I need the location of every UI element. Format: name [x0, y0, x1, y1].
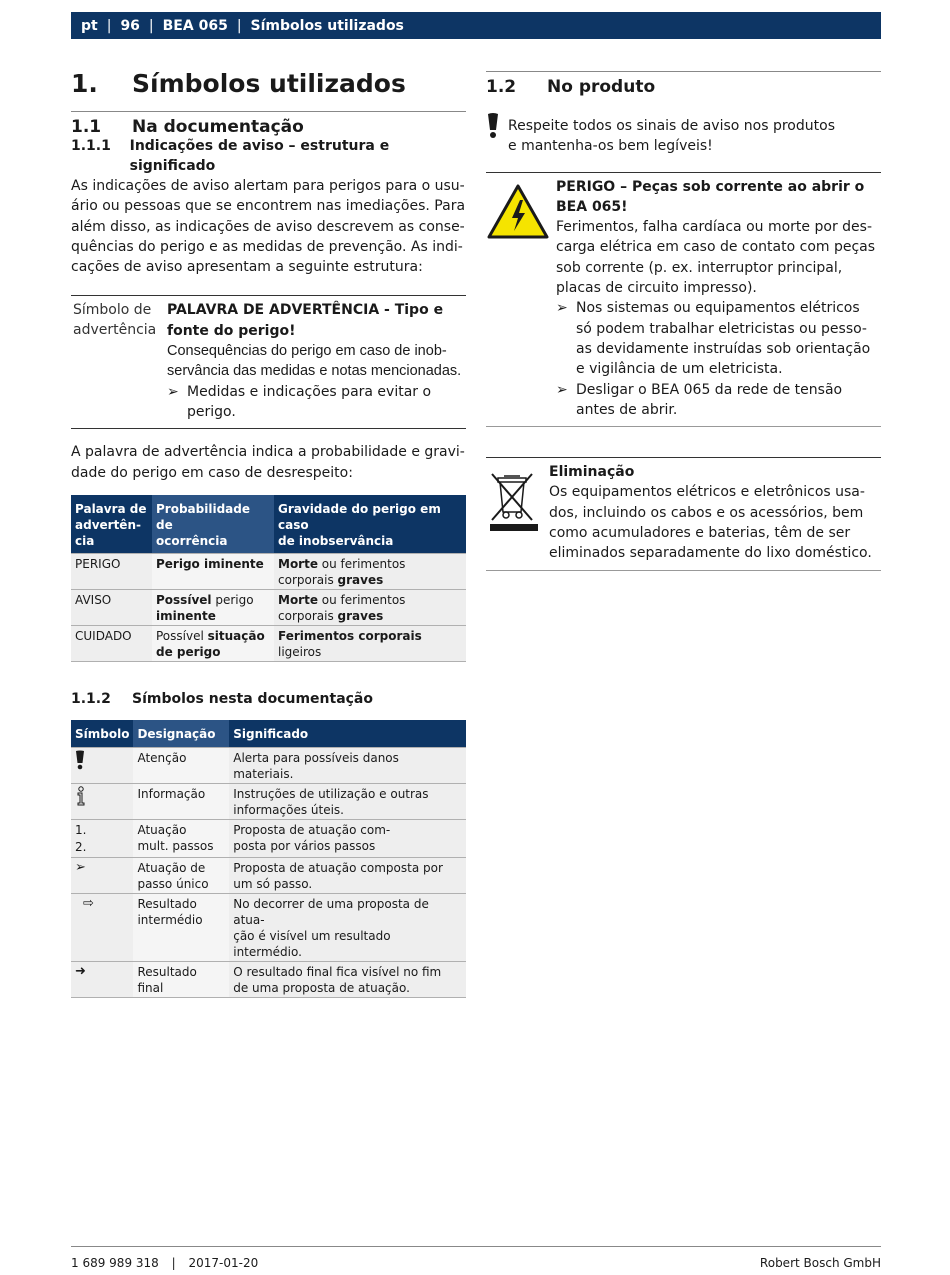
label-line: advertência	[73, 322, 157, 339]
designation-line: Resultado	[137, 897, 197, 912]
designation-cell	[133, 820, 229, 858]
signal-word-cell: AVISO	[71, 589, 152, 625]
measure-step	[556, 298, 881, 379]
designation-line: Atuação	[137, 823, 187, 838]
measure-line: Desligar o BEA 065 da rede de tensão	[576, 381, 843, 398]
page-footer: 1 689 989 318 | 2017-01-20 Robert Bosch GmbH	[71, 1246, 881, 1270]
table-header-severity	[274, 495, 466, 554]
measure-line: só podem trabalhar eletricistas ou pesso-	[576, 320, 867, 337]
designation-cell	[133, 894, 229, 962]
measure-line: Medidas e indicações para evitar o	[187, 383, 432, 400]
exclamation-icon	[71, 748, 133, 784]
section-1-1-heading: 1.1 Na documentação	[71, 117, 304, 137]
meaning-cell	[229, 894, 466, 962]
danger-measures	[556, 298, 881, 420]
signal-word-table	[71, 495, 466, 662]
measure-text	[576, 298, 870, 379]
consequence-text	[167, 341, 466, 382]
left-column	[71, 64, 466, 998]
section-1-1-1-heading: 1.1.1 Indicações de aviso – estrutura e significado	[71, 138, 390, 174]
intro-line: A palavra de advertência indica a probabilidade e gravi-	[71, 444, 465, 461]
designation-cell	[133, 784, 229, 820]
company-name: Robert Bosch GmbH	[759, 1256, 881, 1270]
exclamation-icon	[486, 112, 508, 157]
designation-cell	[133, 748, 229, 784]
table-header-symbol: Símbolo	[71, 720, 133, 748]
measure-step	[556, 380, 881, 421]
designation-line: Atenção	[137, 751, 187, 766]
meaning-line: informações úteis.	[233, 803, 344, 818]
meaning-line: um só passo.	[233, 877, 313, 892]
severity-cell: Morte ou ferimentos corporais graves	[274, 553, 466, 589]
table-row	[71, 894, 466, 962]
header-product: BEA 065	[162, 17, 228, 34]
header-page-number: 96	[120, 17, 140, 34]
disposal-text	[549, 482, 872, 563]
signal-word-intro	[71, 442, 466, 483]
arrowhead-icon: ➢	[167, 383, 179, 400]
designation-cell	[133, 962, 229, 998]
header-line: cia	[75, 533, 95, 548]
severity-cell: Ferimentos corporais ligeiros	[274, 625, 466, 661]
measure-step	[167, 382, 466, 423]
note-line: e mantenha-os bem legíveis!	[508, 138, 713, 155]
measure-line: Nos sistemas ou equipamentos elétricos	[576, 300, 860, 317]
intro-line: cações de aviso apresentam a seguinte estrutura:	[71, 259, 423, 276]
header-line: Palavra de	[75, 501, 147, 516]
warning-intro-text	[71, 176, 466, 277]
designation-cell	[133, 858, 229, 894]
symbols-table	[71, 720, 466, 999]
meaning-cell	[229, 784, 466, 820]
heading-line: fonte do perigo!	[167, 322, 296, 339]
measure-text	[576, 380, 842, 421]
high-voltage-warning-icon	[486, 177, 556, 421]
header-section: Símbolos utilizados	[250, 17, 404, 34]
arrowhead-icon: ➢	[71, 858, 133, 894]
meaning-cell	[229, 858, 466, 894]
probability-cell: Possível situação de perigo	[152, 625, 274, 661]
danger-description	[556, 217, 881, 298]
header-line: Gravidade do perigo em caso	[278, 501, 441, 532]
meaning-line: posta por vários passos	[233, 839, 376, 854]
table-row	[71, 820, 466, 858]
table-header-signal-word	[71, 495, 152, 554]
intro-line: ário ou pessoas que se encontrem nas imediações. Para	[71, 198, 466, 215]
danger-title	[556, 177, 881, 218]
danger-warning	[486, 172, 881, 428]
note-line: Respeite todos os sinais de aviso nos produtos	[508, 118, 835, 134]
header-line: advertên-	[75, 517, 141, 532]
intro-line: quências do perigo e as medidas de prevenção. As indi-	[71, 238, 463, 255]
intro-line: As indicações de aviso alertam para perigos para o usu-	[71, 178, 465, 194]
section-1-1-2-heading: 1.1.2 Símbolos nesta documentação	[71, 690, 374, 707]
right-column	[486, 64, 881, 571]
meaning-line: de uma proposta de atuação.	[233, 981, 410, 996]
heading-line: PALAVRA DE ADVERTÊNCIA - Tipo e	[167, 302, 444, 319]
meaning-cell	[229, 962, 466, 998]
label-line: Símbolo de	[73, 302, 152, 319]
meaning-line: O resultado final fica visível no fim	[233, 965, 442, 980]
designation-line: passo único	[137, 877, 209, 892]
intro-line: além disso, as indicações de aviso descrevem as conse-	[71, 218, 465, 235]
meaning-line: Alerta para possíveis danos materiais.	[233, 751, 399, 782]
meaning-line: Instruções de utilização e outras	[233, 787, 429, 802]
description-line: placas de circuito impresso).	[556, 280, 757, 297]
probability-cell: Perigo iminente	[152, 553, 274, 589]
divider	[71, 111, 466, 112]
disposal-note	[486, 457, 881, 570]
probability-cell: Possível perigo iminente	[152, 589, 274, 625]
warning-symbol-label	[71, 300, 167, 422]
designation-line: intermédio	[137, 913, 203, 928]
document-date: 2017-01-20	[188, 1256, 259, 1270]
measure-text	[187, 382, 431, 423]
disposal-line: como acumuladores e baterias, têm de ser	[549, 525, 851, 542]
severity-cell: Morte ou ferimentos corporais graves	[274, 589, 466, 625]
bold-arrow-icon: ➜	[71, 962, 133, 998]
table-row	[71, 589, 466, 625]
header-line: Probabilidade de	[156, 501, 250, 532]
measure-line: e vigilância de um eletricista.	[576, 361, 783, 378]
consequence-line: Consequências do perigo em caso de inob-	[167, 343, 447, 360]
title-line: BEA 065!	[556, 198, 628, 215]
meaning-line: Proposta de atuação composta por	[233, 861, 443, 876]
measure-line: perigo.	[187, 403, 236, 420]
meaning-cell	[229, 748, 466, 784]
step-number-symbol: 1. 2.	[71, 820, 133, 858]
meaning-line: No decorrer de uma proposta de atua-	[233, 897, 429, 928]
disposal-line: dos, incluindo os cabos e os acessórios, bem	[549, 504, 864, 521]
info-icon	[71, 784, 133, 820]
description-line: carga elétrica em caso de contato com peças	[556, 239, 876, 256]
consequence-line: servância das medidas e notas mencionadas.	[167, 363, 462, 380]
signal-word-cell: PERIGO	[71, 553, 152, 589]
signal-word-cell: CUIDADO	[71, 625, 152, 661]
warning-structure-example	[71, 295, 466, 429]
header-line: ocorrência	[156, 533, 228, 548]
table-row	[71, 553, 466, 589]
product-note-text	[508, 116, 835, 157]
description-line: sob corrente (p. ex. interruptor principal,	[556, 259, 843, 276]
table-header-probability	[152, 495, 274, 554]
intro-line: dade do perigo em caso de desrespeito:	[71, 464, 353, 481]
section-1-2-heading: 1.2 No produto	[486, 77, 656, 97]
disposal-title: Eliminação	[549, 464, 635, 481]
designation-line: Atuação de	[137, 861, 206, 876]
header-lang: pt	[81, 17, 98, 34]
table-row	[71, 625, 466, 661]
designation-line: Informação	[137, 787, 206, 802]
product-note	[486, 112, 881, 157]
chapter-heading: 1. Símbolos utilizados	[71, 68, 406, 98]
hollow-arrow-icon: ⇨	[71, 894, 133, 962]
meaning-line: Proposta de atuação com-	[233, 823, 391, 838]
measure-line: as devidamente instruídas sob orientação	[576, 340, 871, 357]
table-row	[71, 784, 466, 820]
table-header-designation: Designação	[133, 720, 229, 748]
table-row	[71, 962, 466, 998]
signal-word-heading	[167, 300, 466, 341]
title-line: PERIGO – Peças sob corrente ao abrir o	[556, 178, 865, 195]
disposal-line: eliminados separadamente do lixo doméstico.	[549, 545, 872, 562]
document-number: 1 689 989 318	[71, 1256, 159, 1270]
designation-line: Resultado	[137, 965, 197, 980]
measure-line: antes de abrir.	[576, 401, 678, 418]
crossed-out-bin-icon	[486, 462, 549, 563]
divider	[486, 71, 881, 72]
designation-line: mult. passos	[137, 839, 214, 854]
arrowhead-icon: ➢	[556, 300, 568, 317]
arrowhead-icon: ➢	[556, 381, 568, 398]
disposal-line: Os equipamentos elétricos e eletrônicos usa-	[549, 484, 865, 501]
table-header-meaning: Significado	[229, 720, 466, 748]
table-row	[71, 748, 466, 784]
meaning-line: ção é visível um resultado intermédio.	[233, 929, 391, 960]
designation-line: final	[137, 981, 164, 996]
description-line: Ferimentos, falha cardíaca ou morte por des-	[556, 219, 872, 236]
meaning-cell	[229, 820, 466, 858]
table-row	[71, 858, 466, 894]
header-line: de inobservância	[278, 533, 394, 548]
page-header: pt | 96 | BEA 065 | Símbolos utilizados	[71, 12, 881, 39]
